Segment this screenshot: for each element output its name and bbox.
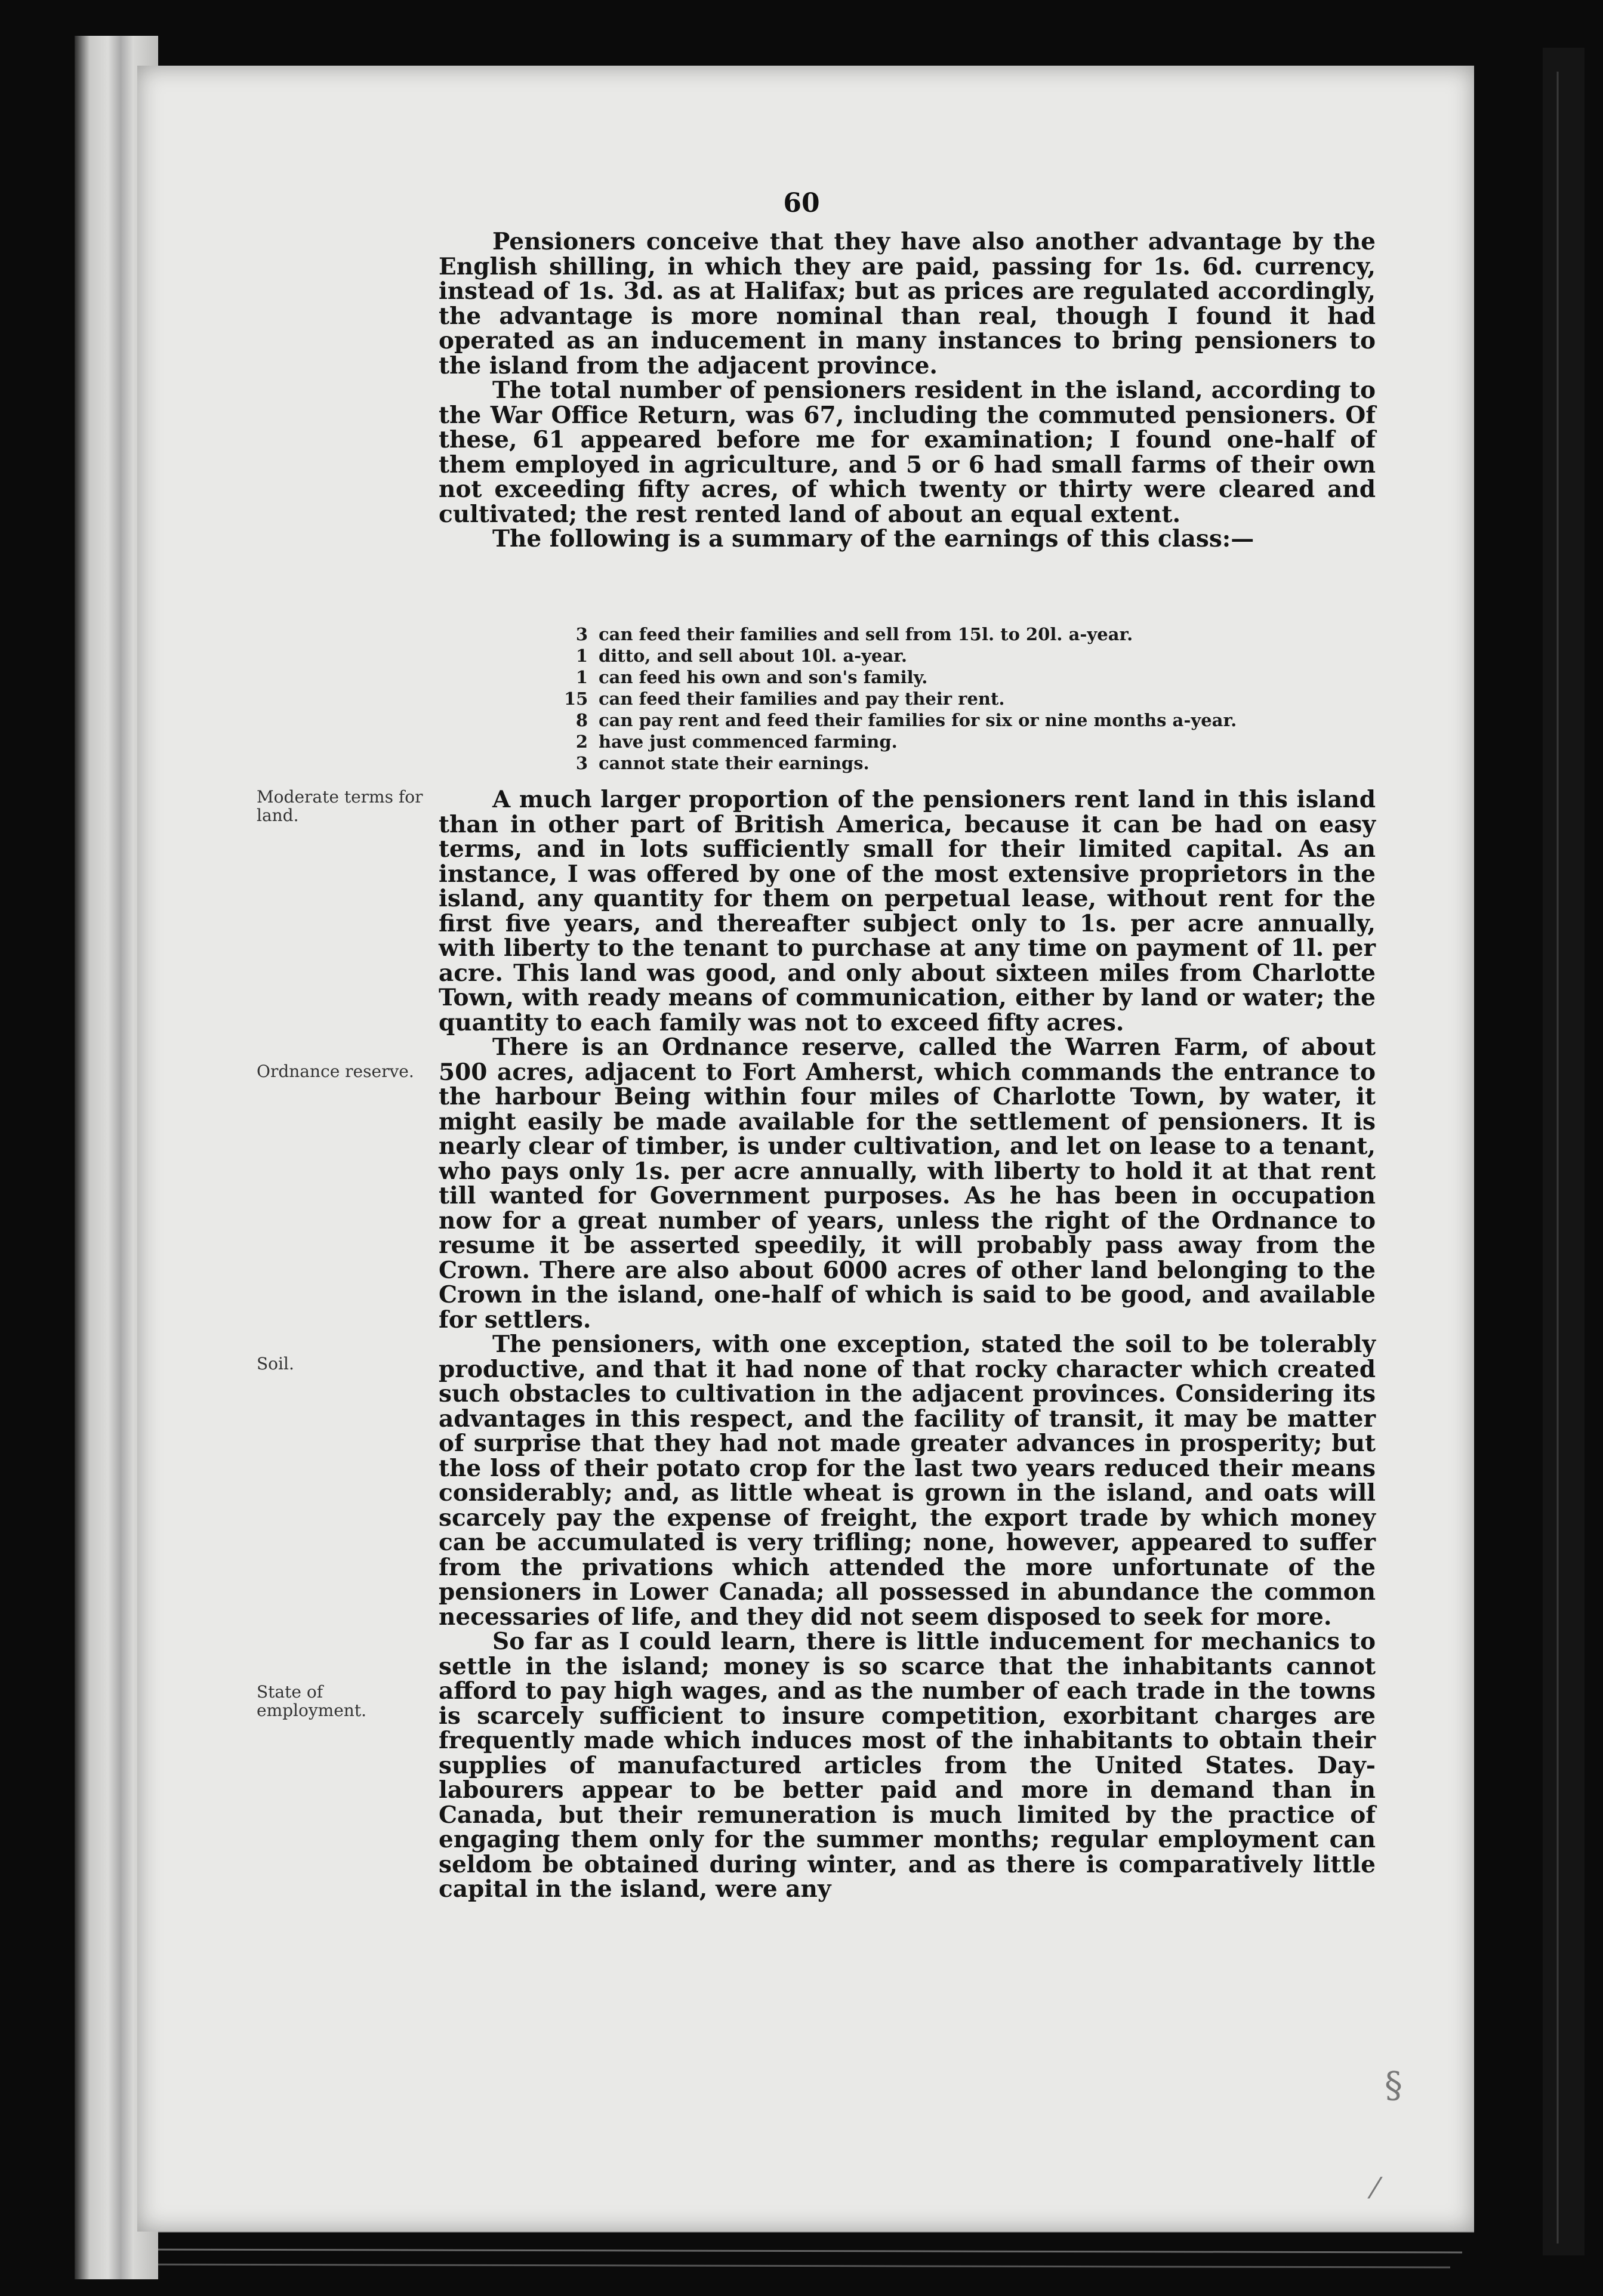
text-block-2 (439, 788, 1376, 1902)
earnings-row: 1 can feed his own and son's family. (575, 667, 928, 687)
paragraph-pensioner-shilling: Pensioners conceive that they have also another advantage by the English shilling, in which they are paid, passing for 1s. 6d. currency, instead of 1s. 3d. as at Halifax; but as prices are regulated accordingly, the advantage is more nominal than real, though I found it had operated as an inducement in many instances to bring pensioners to the island from the adjacent province. (439, 228, 1376, 379)
paragraph-pensioner-count: The total number of pensioners resident in the island, according to the War Office Return, was 67, including the commuted pensioners. Of these, 61 appeared before me for examination; I found one-half of them employed in agriculture, and 5 or 6 had small farms of their own not exceeding fifty acres, of which twenty or thirty were cleared and cultivated; the rest rented land of about an equal extent. (439, 377, 1376, 528)
earnings-row: 1 ditto, and sell about 10l. a-year. (575, 646, 907, 666)
earnings-row: 3 can feed their families and sell from 15l. to 20l. a-year. (575, 624, 1133, 644)
paragraph-land-terms: A much larger proportion of the pensioners rent land in this island than in other part of British America, because it can be had on easy terms, and in lots sufficiently small for their limited capital. As an instance, I was offered by one of the most extensive proprietors in the island, any quantity for them on perpetual lease, without rent for the first five years, and thereafter subject only to 1s. per acre annually, with liberty to the tenant to purchase at any time on payment of 1l. per acre. This land was good, and only about sixteen miles from Charlotte Town, with ready means of communication, either by land or water; the quantity to each family was not to exceed fifty acres. (439, 786, 1376, 1036)
earnings-row: 15 can feed their families and pay their rent. (564, 689, 1005, 709)
earnings-row: 2 have just commenced farming. (575, 732, 898, 752)
earnings-row: 8 can pay rent and feed their families for six or nine months a-year. (575, 710, 1237, 730)
margin-note-soil: Soil. (257, 1354, 294, 1374)
margin-note-ordnance: Ordnance reserve. (257, 1061, 414, 1081)
paragraph-ordnance-reserve: There is an Ordnance reserve, called the Warren Farm, of about 500 acres, adjacent to Fort Amherst, which commands the entrance to the harbour Being within four miles of Charlotte Town, by water, it might easily be made available for the settlement of pensioners. It is nearly clear of timber, is under cultivation, and let on lease to a tenant, who pays only 1s. per acre annually, with liberty to hold it at that rent till wanted for Government purposes. As he has been in occupation now for a great number of years, unless the right of the Ordnance to resume it be asserted speedily, it will probably pass away from the Crown. There are also about 6000 acres of other land belonging to the Crown in the island, one-half of which is said to be good, and available for settlers. (439, 1033, 1376, 1334)
paragraph-soil: The pensioners, with one exception, stated the soil to be tolerably productive, and that it had none of that rocky character which created such obstacles to cultivation in the adjacent provinces. Considering its advantages in this respect, and the facility of transit, it may be matter of surprise that they had not made greater advances in prosperity; but the loss of their potato crop for the last two years reduced their means considerably; and, as little wheat is grown in the island, and oats will scarcely pay the expense of freight, the export trade by which money can be accumulated is very trifling; none, however, appeared to suffer from the privations which attended the more unfortunate of the pensioners in Lower Canada; all possessed in abundance the common necessaries of life, and they did not seem disposed to seek for more. (439, 1331, 1376, 1631)
stray-mark-icon: § (1385, 2064, 1402, 2106)
paragraph-earnings-intro: The following is a summary of the earnings of this class:— (492, 525, 1254, 553)
stray-mark-icon: ⁄ (1373, 2172, 1378, 2205)
paragraph-employment: So far as I could learn, there is little inducement for mechanics to settle in the island; money is so scarce that the inhabitants cannot afford to pay high wages, and as the number of each trade in the towns is scarcely sufficient to insure competition, exorbitant charges are frequently made which induces most of the inhabitants to obtain their supplies of manufactured articles from the United States. Day-labourers appear to be better paid and more in demand than in Canada, but their remuneration is much limited by the practice of engaging them only for the summer months; regular employment can seldom be obtained during winter, and as there is comparatively little capital in the island, were any (439, 1628, 1376, 1903)
text-block-1 (439, 230, 1376, 552)
earnings-row: 3 cannot state their earnings. (575, 753, 870, 773)
margin-note-moderate-terms: Moderate terms for land. (257, 787, 423, 825)
margin-note-employment: State of employment. (257, 1682, 366, 1720)
page-number: 60 (783, 188, 820, 218)
earnings-list (564, 624, 1399, 774)
